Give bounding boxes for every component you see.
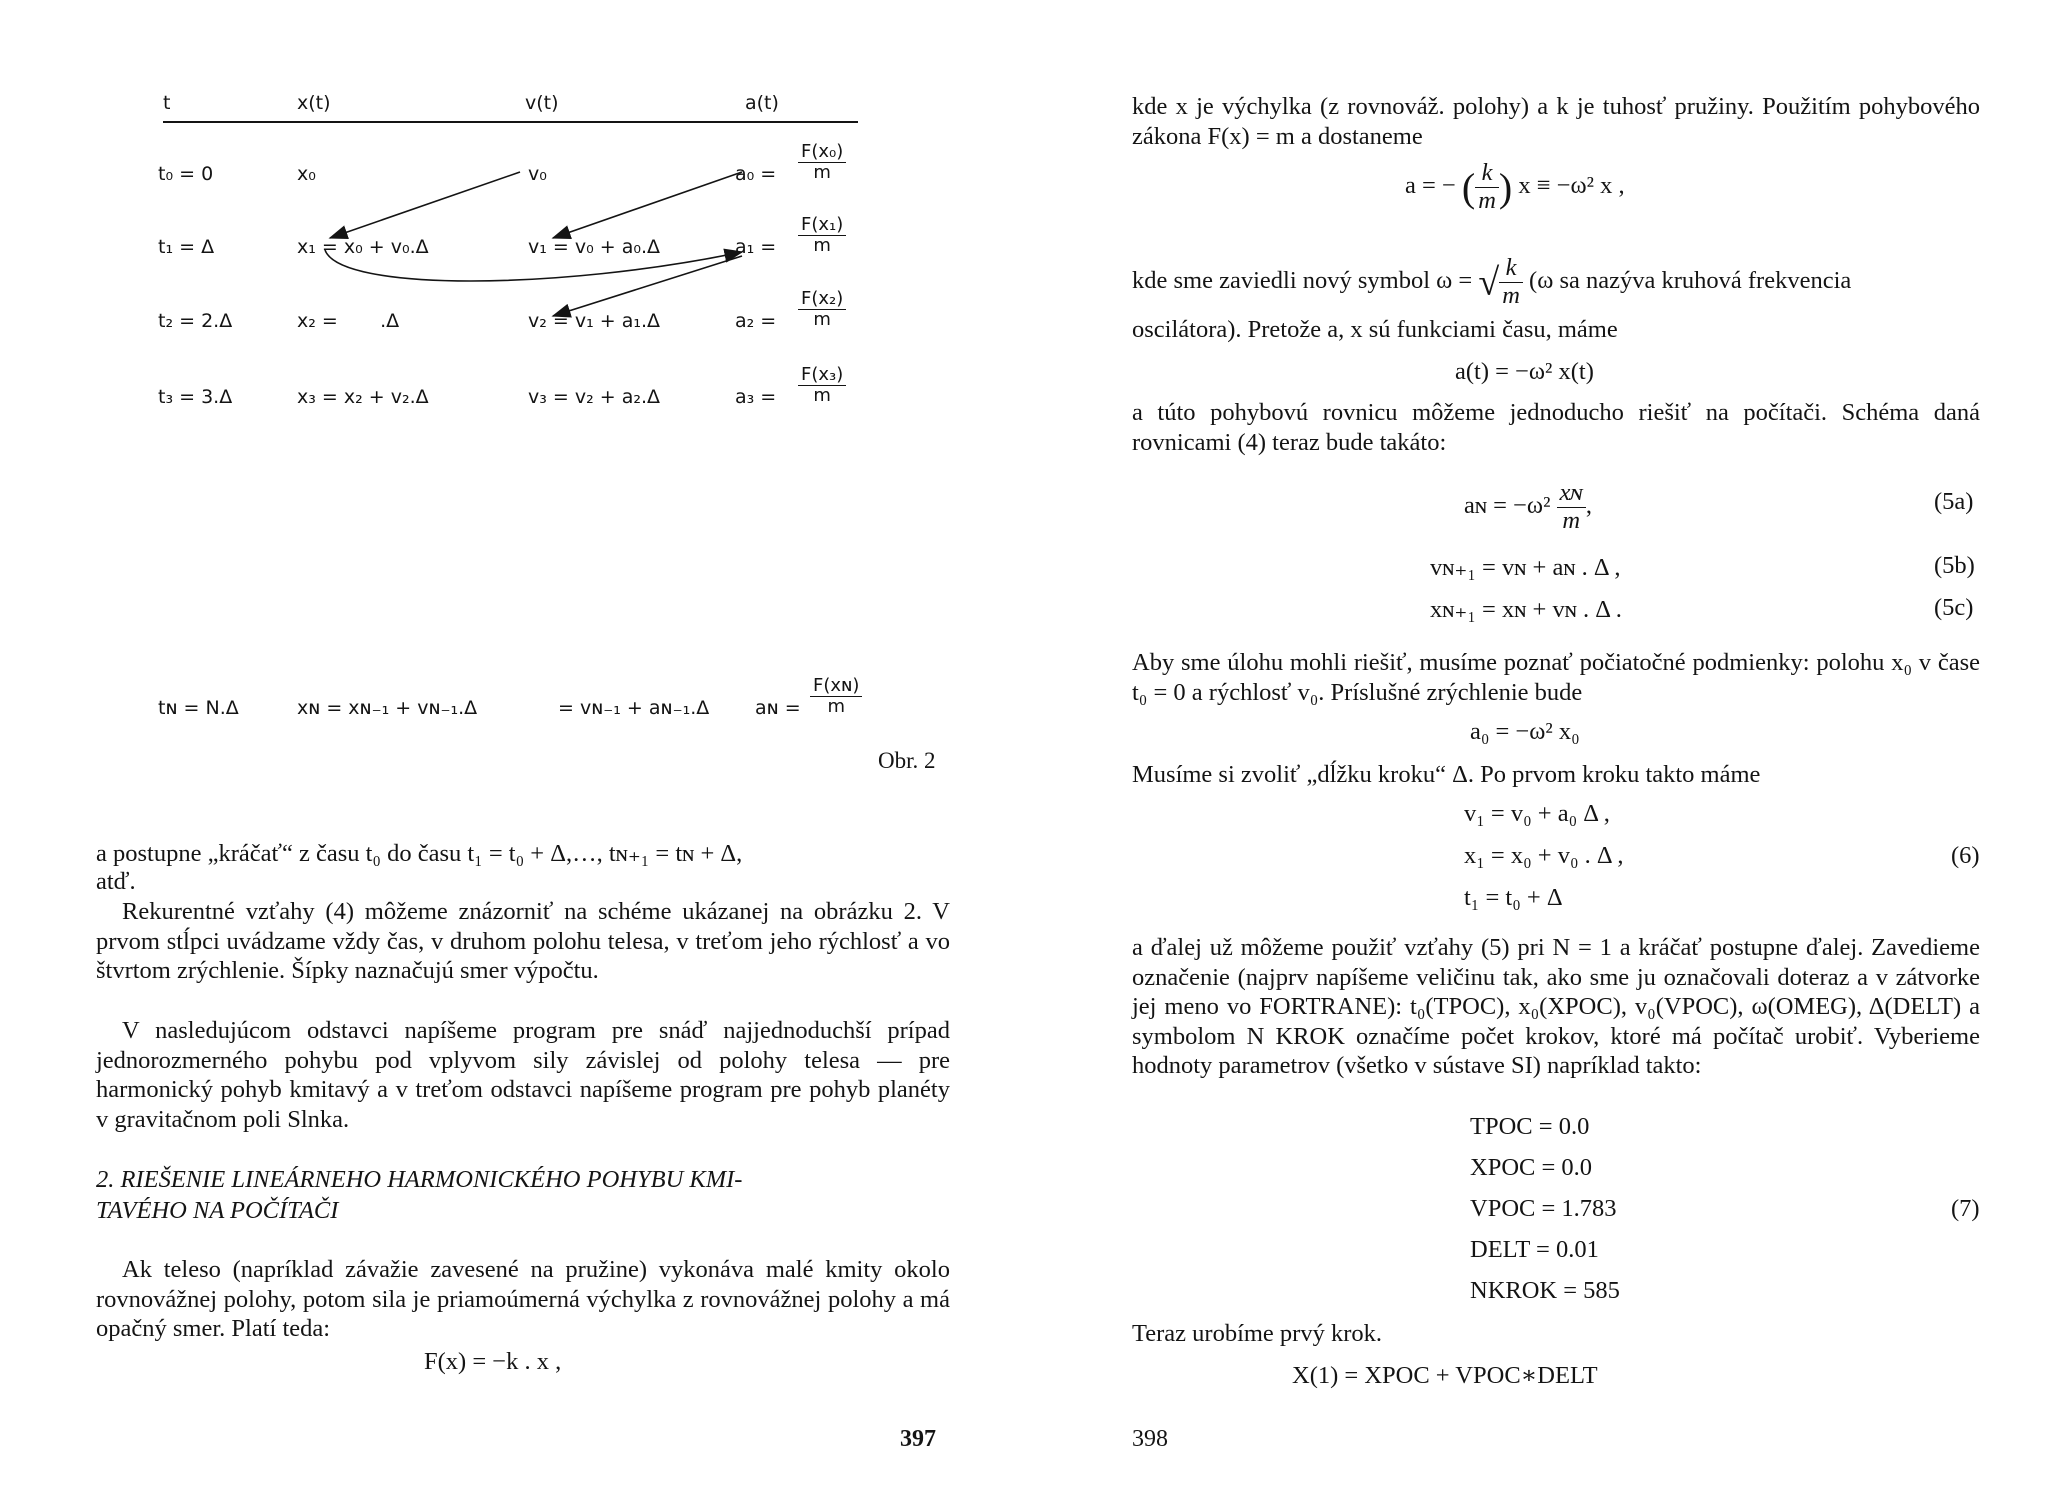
para-fortran-notation: a ďalej už môžeme použiť vzťahy (5) pri N = 1 a kráčať postupne ďalej. Zavedieme označenie (najprv napíšeme veličinu tak, ako sme ju označovali doteraz a v zátvorke jej meno vo FORTRANE): t₀(TPOC), x₀(XPOC), v₀(VPOC), ω(OMEG), Δ(DELT) a symbolom N KROK označíme počet krokov, ktoré má počítač urobiť. Vyberieme hodnoty parametrov (všetko v sústave SI) napríklad takto: (1132, 934, 1980, 1079)
table-row-3-t: t₃ = 3.Δ (158, 386, 233, 408)
table-row-0-v: v₀ (528, 163, 547, 185)
scheme-arrows (0, 0, 1030, 760)
equation-6-line3: t₁ = t₀ + Δ (1464, 884, 1563, 911)
page-number-397: 397 (900, 1426, 936, 1452)
omega-definition: kde sme zaviedli nový symbol ω = √ $\frac{k}{m}$ (ω sa nazýva kruhová frekvencia (1132, 254, 1852, 309)
equation-x1-fortran: X(1) = XPOC + VPOC∗DELT (1292, 1362, 1598, 1389)
equation-6-line1: v₁ = v₀ + a₀ Δ , (1464, 800, 1610, 827)
para-first-step: Teraz urobíme prvý krok. (1132, 1320, 1383, 1347)
figure-caption: Obr. 2 (878, 748, 936, 773)
para-motion-equation: a túto pohybovú rovnicu môžeme jednoducho riešiť na počítači. Schéma daná rovnicami (4) teraz bude takáto: (1132, 399, 1980, 456)
table-row-n-x: xɴ = xɴ₋₁ + vɴ₋₁.Δ (297, 697, 478, 719)
equation-5c-number: (5c) (1934, 594, 1974, 621)
table-row-0-a-frac: $\frac{\text{F(x₀)}}{m}$ (798, 142, 846, 183)
para-rekurent-intro-line2: atď. (96, 868, 136, 895)
table-row-1-a-frac: $\frac{\text{F(x₁)}}{m}$ (798, 215, 846, 256)
equation-7-line5: NKROK = 585 (1470, 1277, 1620, 1304)
table-row-n-t: tɴ = N.Δ (158, 697, 239, 719)
table-row-3-a-frac: $\frac{\text{F(x₃)}}{m}$ (798, 365, 846, 406)
section-heading-line1: 2. RIEŠENIE LINEÁRNEHO HARMONICKÉHO POHYBU KMI- (96, 1166, 743, 1193)
section-heading-line2: TAVÉHO NA POČÍTAČI (96, 1197, 339, 1224)
table-row-0-a: a₀ = (735, 163, 777, 185)
arrow-a0-to-v1 (553, 172, 742, 238)
equation-6-number: (6) (1951, 842, 1980, 869)
table-row-3-x: x₃ = x₂ + v₂.Δ (297, 386, 429, 408)
table-row-2-t: t₂ = 2.Δ (158, 310, 233, 332)
table-row-1-x: x₁ = x₀ + v₀.Δ (297, 236, 429, 258)
equation-7-line3: VPOC = 1.783 (1470, 1195, 1617, 1222)
para-next-section: V nasledujúcom odstavci napíšeme program pre snáď najjednoduchší prípad jednorozmerného pohybu pod vplyvom sily závislej od polohy telesa — pre harmonický pohyb kmitavý a v treťom odstavci napíšeme program pre pohyb planéty v gravitačnom poli Slnka. (96, 1017, 950, 1133)
equation-5c: xɴ₊₁ = xɴ + vɴ . Δ . (1430, 596, 1622, 623)
para-rekurent-intro-line1: a postupne „kráčať“ z času t₀ do času t₁ = t₀ + Δ,…, tɴ₊₁ = tɴ + Δ, (96, 840, 743, 867)
table-row-3-a: a₃ = (735, 386, 777, 408)
equation-a-omega: a = − ( $\frac{k}{m}$ ) x ≡ −ω² x , (1405, 159, 1625, 214)
omega-definition-line2: oscilátora). Pretože a, x sú funkciami času, máme (1132, 316, 1618, 343)
arrow-v0-to-x1 (330, 172, 520, 238)
para-initial-conditions: Aby sme úlohu mohli riešiť, musíme poznať počiatočné podmienky: polohu x₀ v čase t₀ = 0 a rýchlosť v₀. Príslušné zrýchlenie bude (1132, 649, 1980, 706)
header-t: t (163, 92, 171, 114)
table-row-2-v: v₂ = v₁ + a₁.Δ (528, 310, 661, 332)
equation-7-number: (7) (1951, 1195, 1980, 1222)
para-where-x: kde x je výchylka (z rovnováž. polohy) a k je tuhosť pružiny. Použitím pohybového zákona F(x) = m a dostaneme (1132, 93, 1980, 150)
header-v: v(t) (525, 92, 559, 114)
equation-5a-number: (5a) (1934, 488, 1974, 515)
equation-at: a(t) = −ω² x(t) (1455, 358, 1594, 385)
table-row-n-a-frac: $\frac{\text{F(xɴ)}}{m}$ (810, 676, 862, 717)
equation-5b-number: (5b) (1934, 552, 1975, 579)
right-page (1030, 0, 2060, 1500)
para-step-length: Musíme si zvoliť „dĺžku kroku“ Δ. Po prvom kroku takto máme (1132, 761, 1761, 788)
table-row-2-a-frac: $\frac{\text{F(x₂)}}{m}$ (798, 289, 846, 330)
para-scheme-description: Rekurentné vzťahy (4) môžeme znázorniť na schéme ukázanej na obrázku 2. V prvom stĺpci uvádzame vždy čas, v druhom polohu telesa, v treťom jeho rýchlosť a vo štvrtom zrýchlenie. Šípky naznačujú smer výpočtu. (96, 898, 950, 984)
table-row-1-v: v₁ = v₀ + a₀.Δ (528, 236, 661, 258)
table-row-n-v: = vɴ₋₁ + aɴ₋₁.Δ (558, 697, 710, 719)
arrow-a1-to-v2 (553, 256, 742, 316)
table-row-1-a: a₁ = (735, 236, 777, 258)
equation-5b: vɴ₊₁ = vɴ + aɴ . Δ , (1430, 554, 1621, 581)
table-row-1-t: t₁ = Δ (158, 236, 215, 258)
equation-force: F(x) = −k . x , (424, 1348, 562, 1375)
table-row-2-x: x₂ = .Δ (297, 310, 400, 332)
header-a: a(t) (745, 92, 779, 114)
table-row-n-a: aɴ = (755, 697, 801, 719)
equation-a0: a₀ = −ω² x₀ (1470, 718, 1580, 745)
header-x: x(t) (297, 92, 331, 114)
page-number-398: 398 (1132, 1426, 1168, 1452)
table-row-0-t: t₀ = 0 (158, 163, 214, 185)
equation-5a: aɴ = −ω² $\frac{\text{xɴ}}{m}$ , (1464, 479, 1592, 534)
equation-7-line2: XPOC = 0.0 (1470, 1154, 1593, 1181)
table-row-2-a: a₂ = (735, 310, 777, 332)
table-row-0-x: x₀ (297, 163, 316, 185)
equation-6-line2: x₁ = x₀ + v₀ . Δ , (1464, 842, 1624, 869)
equation-7-line4: DELT = 0.01 (1470, 1236, 1599, 1263)
para-harmonic-intro: Ak teleso (napríklad závažie zavesené na pružine) vykonáva malé kmity okolo rovnovážnej polohy, potom sila je priamoúmerná výchylka z rovnovážnej polohy a má opačný smer. Platí teda: (96, 1256, 950, 1342)
equation-7-line1: TPOC = 0.0 (1470, 1113, 1590, 1140)
table-row-3-v: v₃ = v₂ + a₂.Δ (528, 386, 661, 408)
